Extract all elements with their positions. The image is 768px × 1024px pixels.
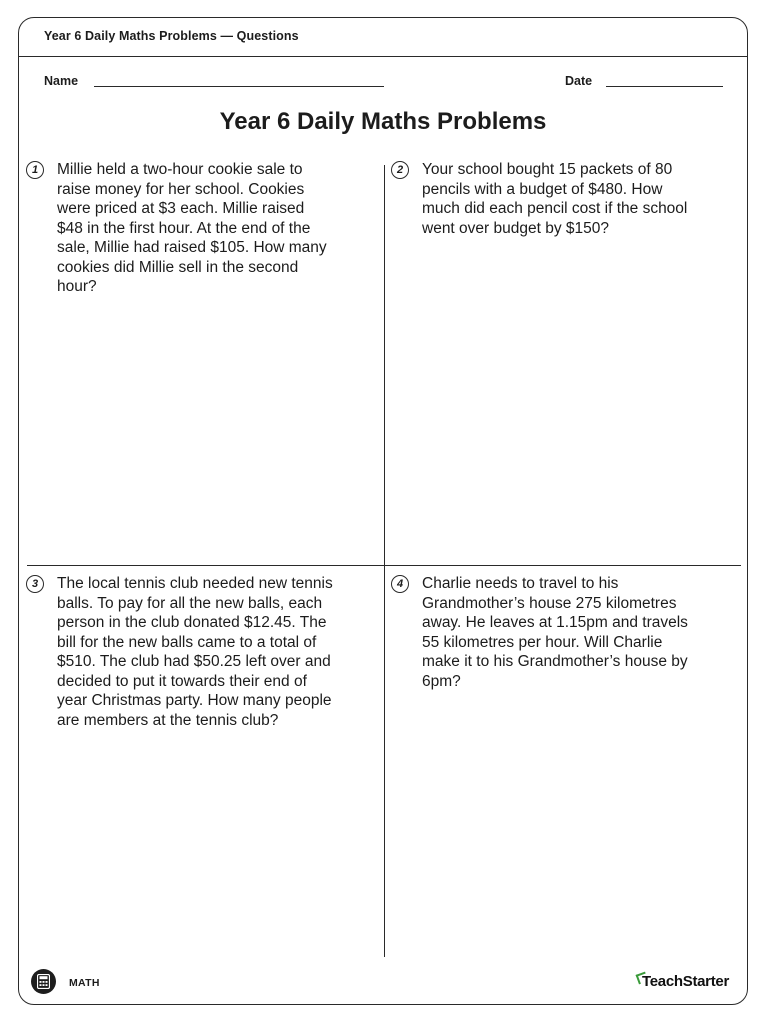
question-number-badge: 3 [26, 575, 44, 593]
vertical-divider [384, 165, 385, 957]
date-label: Date [565, 74, 593, 88]
question-number-badge: 2 [391, 161, 409, 179]
question-text: Your school bought 15 packets of 80 pencils with a budget of $480. How much did each pencil cost if the school went over budget by $150? [422, 161, 688, 237]
question-text: Charlie needs to travel to his Grandmother’s house 275 kilometres away. He leaves at 1.15pm and travels 55 kilometres per hour. Will Charlie make it to his Grandmother’s house by 6pm? [422, 575, 688, 690]
question-text: Millie held a two-hour cookie sale to raise money for her school. Cookies were priced at $3 each. Millie raised $48 in the first hour. At the end of the sale, Millie had raised $105. How many cookies did Millie sell in the second hour? [57, 161, 327, 295]
subject-label: MATH [69, 977, 100, 989]
calculator-icon [31, 969, 56, 994]
name-label: Name [44, 74, 79, 88]
question-text: The local tennis club needed new tennis balls. To pay for all the new balls, each person in the club donated $12.45. The bill for the new balls came to a total of $510. The club had $50.25 left over and decided to put it towards their end of year Christmas party. How many people are members at the tennis club? [57, 575, 333, 729]
date-field-line[interactable] [606, 86, 723, 87]
question-2 [396, 160, 722, 238]
question-number-badge: 1 [26, 161, 44, 179]
question-1 [31, 160, 357, 297]
worksheet-page [18, 17, 748, 1005]
brand-logo [637, 973, 729, 990]
question-4 [396, 574, 722, 691]
horizontal-divider [27, 565, 741, 566]
page-title: Year 6 Daily Maths Problems [219, 108, 547, 135]
question-number-badge: 4 [391, 575, 409, 593]
header-bar [19, 18, 747, 57]
name-field-line[interactable] [94, 86, 384, 87]
brand-name: TeachStarter [642, 973, 729, 990]
header-title: Year 6 Daily Maths Problems — Questions [44, 29, 299, 43]
question-3 [31, 574, 357, 730]
